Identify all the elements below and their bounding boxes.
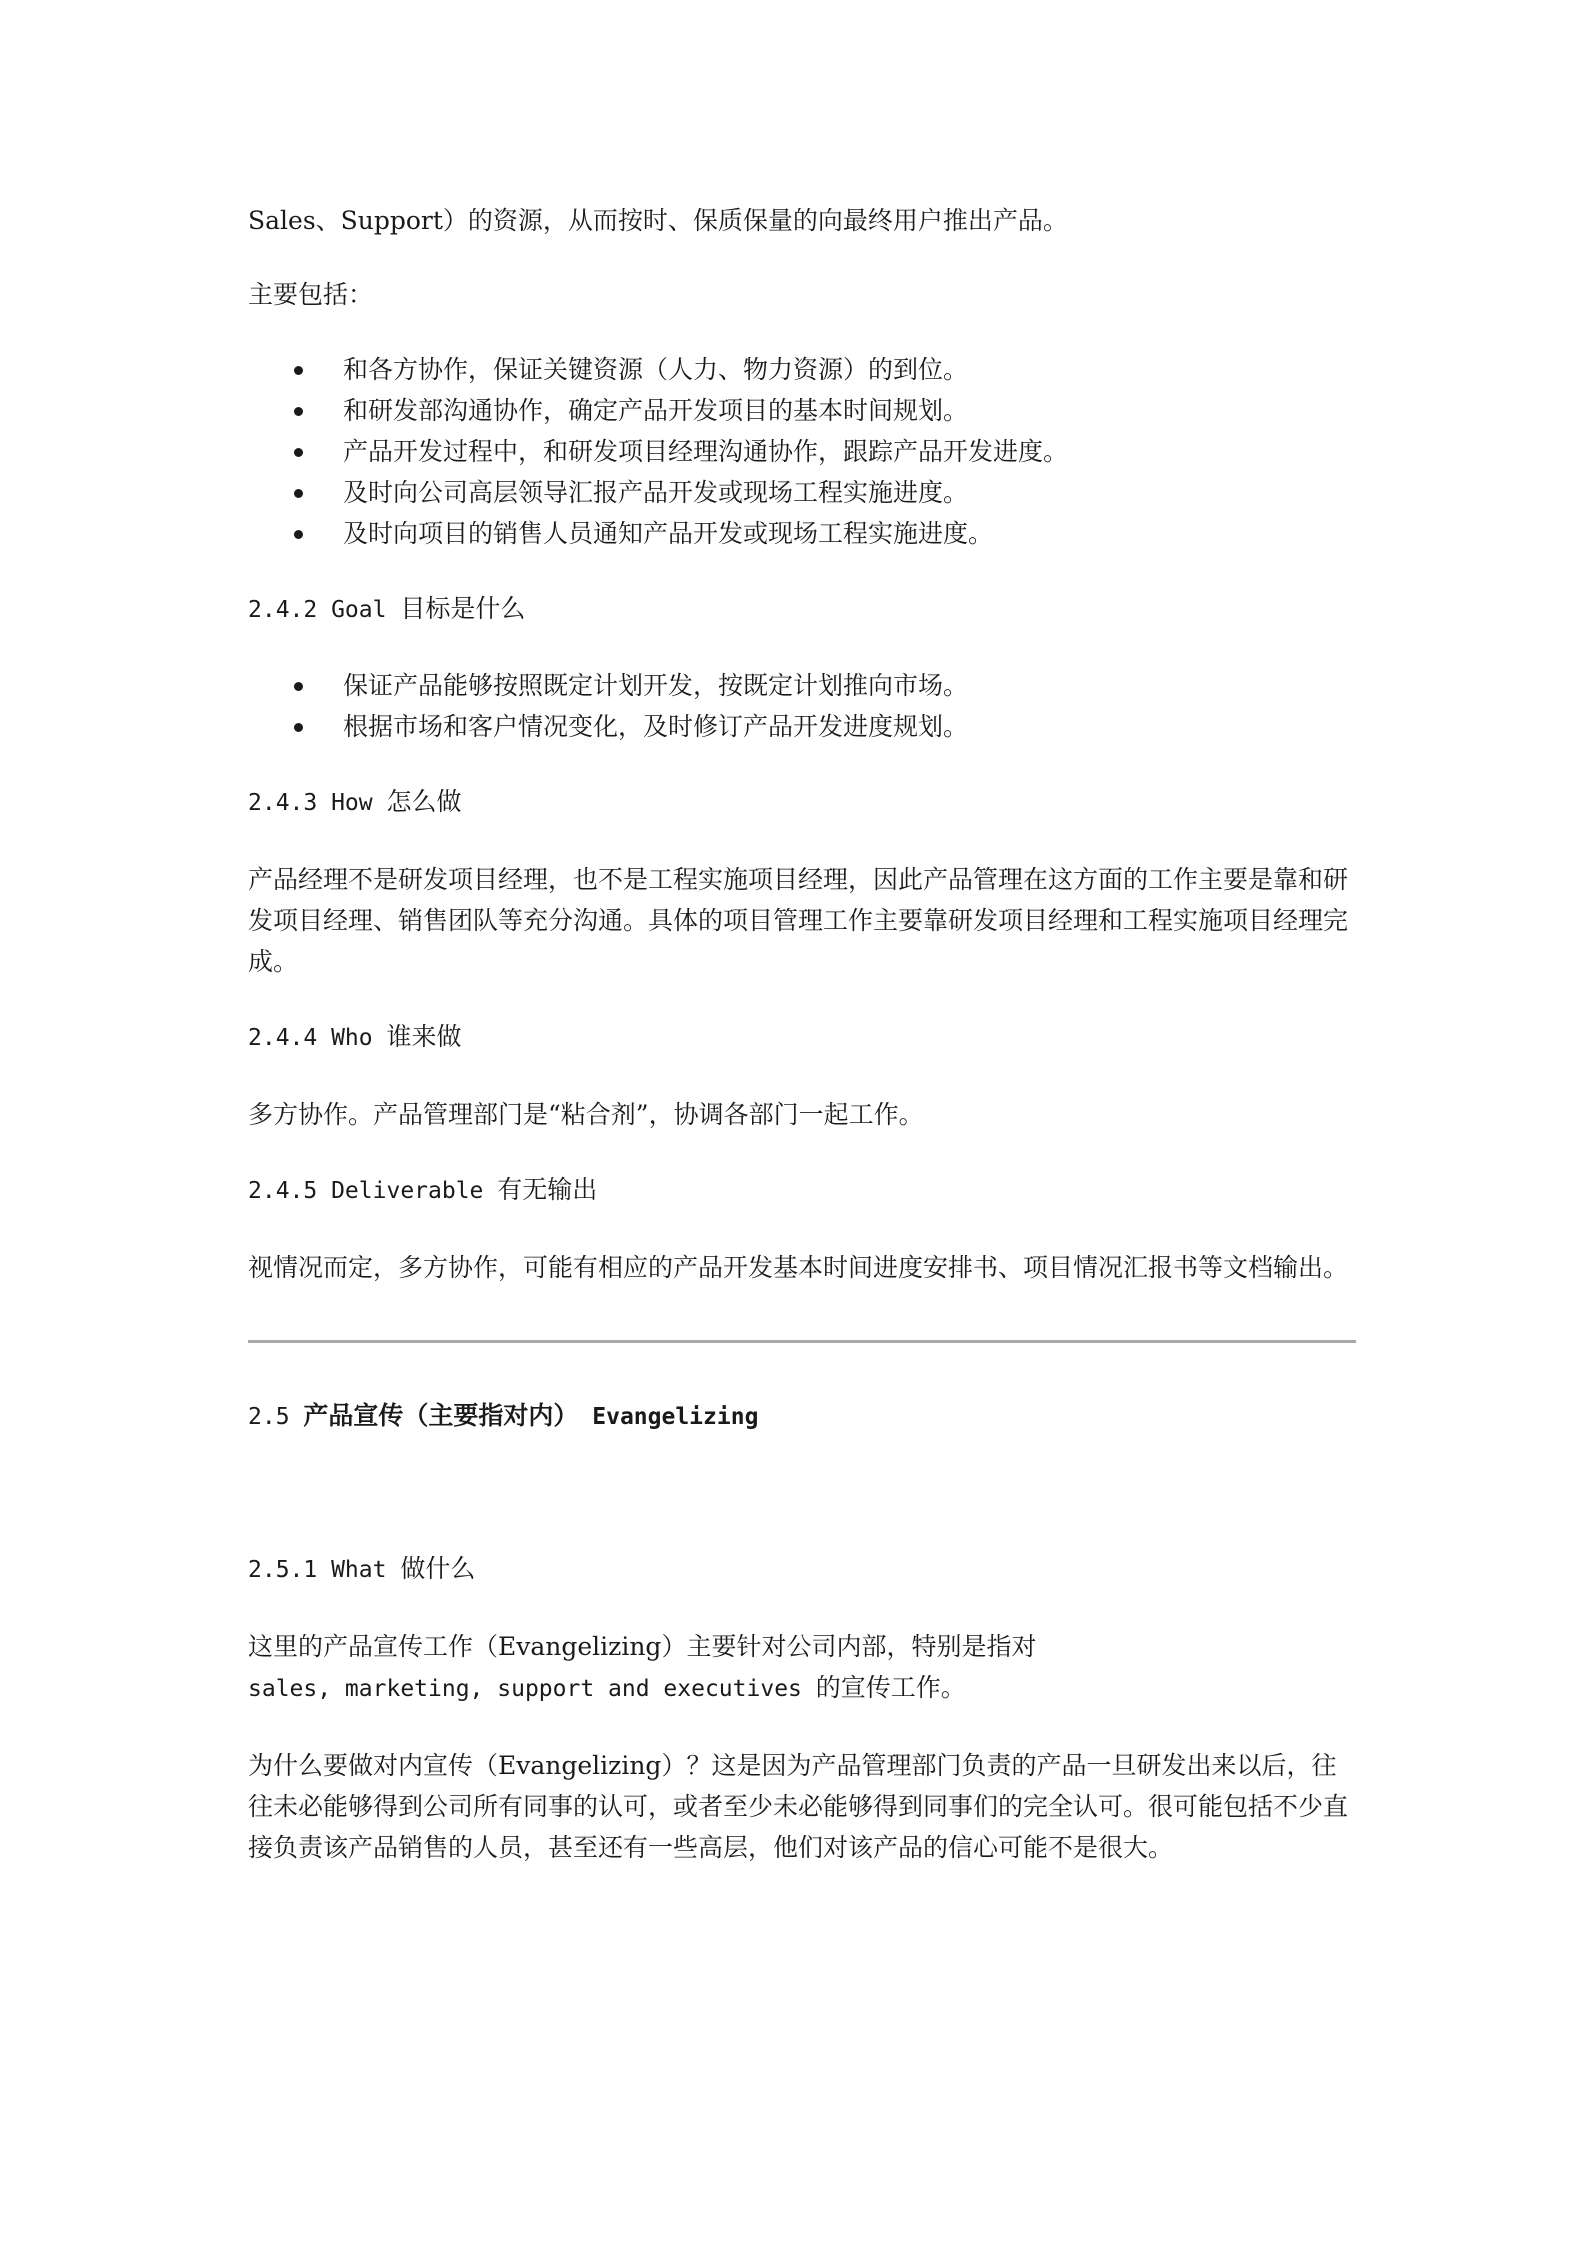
paragraph-2-4-3: 产品经理不是研发项目经理，也不是工程实施项目经理，因此产品管理在这方面的工作主要是靠和研发项目经理、销售团队等充分沟通。具体的项目管理工作主要靠研发项目经理和工程实施项目经理完成。 [248, 865, 1349, 976]
list-item: 及时向项目的销售人员通知产品开发或现场工程实施进度。 [248, 513, 1356, 554]
paragraph-2-4-5: 视情况而定，多方协作，可能有相应的产品开发基本时间进度安排书、项目情况汇报书等文档输出。 [248, 1253, 1349, 1282]
bullet-icon [294, 448, 303, 457]
heading-2-4-4: 2.4.4 Who 谁来做 [248, 1022, 462, 1051]
bullet-icon [294, 530, 303, 539]
list-item: 保证产品能够按照既定计划开发，按既定计划推向市场。 [248, 665, 1356, 706]
responsibilities-list [248, 349, 1356, 554]
bullet-icon [294, 366, 303, 375]
list-item: 根据市场和客户情况变化，及时修订产品开发进度规划。 [248, 706, 1356, 747]
intro-paragraph: Sales、Support）的资源，从而按时、保质保量的向最终用户推出产品。 [248, 206, 1068, 235]
main-items-label: 主要包括： [248, 280, 374, 309]
heading-2-5-1: 2.5.1 What 做什么 [248, 1554, 476, 1583]
list-item: 和研发部沟通协作，确定产品开发项目的基本时间规划。 [248, 390, 1356, 431]
paragraph-2-5-1: 这里的产品宣传工作（Evangelizing）主要针对公司内部，特别是指对 sales, marketing, support and executives 的宣传工作。 [248, 1632, 1037, 1702]
list-item: 产品开发过程中，和研发项目经理沟通协作，跟踪产品开发进度。 [248, 431, 1356, 472]
heading-2-4-3: 2.4.3 How 怎么做 [248, 787, 462, 816]
bullet-icon [294, 723, 303, 732]
section-heading-2-5: 2.5 产品宣传（主要指对内） Evangelizing [248, 1401, 759, 1430]
list-item: 和各方协作，保证关键资源（人力、物力资源）的到位。 [248, 349, 1356, 390]
document-page [248, 200, 1356, 1868]
bullet-icon [294, 682, 303, 691]
section-divider [248, 1340, 1356, 1343]
paragraph-2-5-1-why: 为什么要做对内宣传（Evangelizing）？这是因为产品管理部门负责的产品一旦研发出来以后，往往未必能够得到公司所有同事的认可，或者至少未必能够得到同事们的完全认可。很可能包括不少直接负责该产品销售的人员，甚至还有一些高层，他们对该产品的信心可能不是很大。 [248, 1751, 1349, 1862]
bullet-icon [294, 407, 303, 416]
heading-2-4-5: 2.4.5 Deliverable 有无输出 [248, 1175, 598, 1204]
heading-2-4-2: 2.4.2 Goal 目标是什么 [248, 594, 526, 623]
bullet-icon [294, 489, 303, 498]
goals-list [248, 665, 1356, 747]
list-item: 及时向公司高层领导汇报产品开发或现场工程实施进度。 [248, 472, 1356, 513]
paragraph-2-4-4: 多方协作。产品管理部门是“粘合剂”，协调各部门一起工作。 [248, 1100, 924, 1129]
